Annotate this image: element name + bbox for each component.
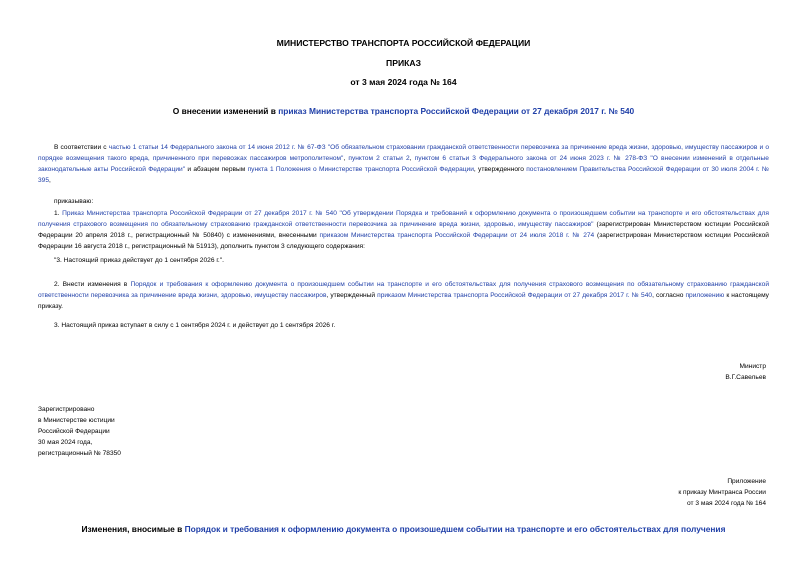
- item-3-paragraph: 3. Настоящий приказ вступает в силу с 1 сентября 2024 г. и действует до 1 сентября 2026 г.: [54, 322, 336, 329]
- changes-title: [0, 524, 807, 534]
- item1-text-2: (зарегистрирован Министерством юстиции Российской Федерации 20 апреля 2018 г., регистрационный № 50840) с изменениями, внесенными: [38, 221, 769, 239]
- signature-position: Министр: [739, 363, 766, 370]
- appendix-line: к приказу Минтранса России: [678, 489, 766, 496]
- changes-title-link[interactable]: Порядок и требования к оформлению документа о произошедшем событии на транспорте и его обстоятельствах для получения: [184, 524, 726, 534]
- preamble-link-law[interactable]: частью 1 статьи 14 Федерального закона от 14 июня 2012 г. № 67-ФЗ "Об обязательном страховании гражданской ответственности перевозчика за причинение вреда жизни, здоровью, имуществу пассажиров и о порядке возмещения такого вреда, причиненного при перевозках пассажиров метрополитеном": [38, 144, 769, 162]
- ministry-heading: МИНИСТЕРСТВО ТРАНСПОРТА РОССИЙСКОЙ ФЕДЕРАЦИИ: [276, 38, 531, 48]
- document-title: [0, 106, 807, 116]
- signature-name: В.Г.Савельев: [725, 374, 766, 381]
- item1-text-3: (зарегистрирован Министерством юстиции Российской Федерации 16 августа 2018 г., регистрационный № 51913), дополнить пунктом 3 следующего содержания:: [38, 232, 769, 250]
- preamble-text-3: ,: [409, 155, 415, 162]
- item2-text-3: , согласно: [652, 292, 686, 299]
- preamble-link-resolution[interactable]: постановлением Правительства Российской Федерации от 30 июля 2004 г. № 395: [38, 166, 769, 184]
- preamble-link-law-278[interactable]: пунктом 6 статьи 3 Федерального закона от 24 июня 2023 г. № 278-ФЗ "О внесении изменений в отдельные законодательные акты Российской Федерации": [38, 155, 769, 173]
- item-2-paragraph: [38, 279, 769, 312]
- item-1-paragraph: [38, 208, 769, 252]
- title-link[interactable]: приказ Министерства транспорта Российской Федерации от 27 декабря 2017 г. № 540: [278, 106, 635, 116]
- item1-link-order540[interactable]: Приказ Министерства транспорта Российской Федерации от 27 декабря 2017 г. № 540 "Об утверждении Порядка и требований к оформлению документа о произошедшем событии на транспорте и его обстоятельствах для получения страхового возмещения по обязательному страхованию гражданской ответственности перевозчика за причинение вреда жизни, здоровью, имуществу пассажиров": [38, 210, 769, 228]
- preamble-text-6: ,: [49, 177, 51, 184]
- preamble-link-article2[interactable]: пунктом 2 статьи 2: [348, 155, 410, 162]
- preamble-text-2: ,: [343, 155, 349, 162]
- registration-line: 30 мая 2024 года,: [38, 439, 93, 446]
- item1-link-order274[interactable]: приказом Министерства транспорта Российской Федерации от 24 июля 2018 г. № 274: [319, 232, 595, 239]
- quote-paragraph: "3. Настоящий приказ действует до 1 сентября 2026 г.".: [54, 257, 224, 264]
- order-word: приказываю:: [54, 198, 94, 205]
- registration-line: Зарегистрировано: [38, 406, 95, 413]
- item2-text-1: 2. Внести изменения в: [54, 281, 131, 288]
- appendix-line: Приложение: [727, 478, 766, 485]
- preamble-paragraph: [38, 142, 769, 186]
- registration-block: [38, 404, 121, 459]
- appendix-line: от 3 мая 2024 года № 164: [686, 500, 766, 507]
- item2-text-4: к настоящему приказу.: [38, 292, 769, 310]
- preamble-text-1: В соответствии с: [54, 144, 109, 151]
- doc-type-heading: ПРИКАЗ: [386, 58, 421, 68]
- item1-text-1: 1.: [54, 210, 63, 217]
- preamble-text-5: , утвержденного: [473, 166, 527, 173]
- changes-title-prefix: Изменения, вносимые в: [81, 524, 185, 534]
- item2-link-order540[interactable]: приказом Министерства транспорта Российской Федерации от 27 декабря 2017 г. № 540: [377, 292, 653, 299]
- item2-text-2: , утвержденный: [326, 292, 378, 299]
- appendix-block: [678, 476, 766, 509]
- signature-block: [725, 361, 766, 383]
- item2-link-appendix[interactable]: приложению: [685, 292, 725, 299]
- registration-line: Российской Федерации: [38, 428, 110, 435]
- title-prefix: О внесении изменений в: [172, 106, 279, 116]
- doc-date-number: от 3 мая 2024 года № 164: [350, 77, 457, 87]
- registration-line: регистрационный № 78350: [38, 450, 121, 457]
- registration-line: в Министерстве юстиции: [38, 417, 115, 424]
- preamble-text-4: и абзацем первым: [185, 166, 248, 173]
- item2-link-procedure[interactable]: Порядок и требования к оформлению документа о произошедшем событии на транспорте и его обстоятельствах для получения страхового возмещения по обязательному страхованию гражданской ответственности перевозчика за причинение вреда жизни, здоровью, имуществу пассажиров: [38, 281, 769, 299]
- preamble-link-regulation[interactable]: пункта 1 Положения о Министерстве транспорта Российской Федерации: [247, 166, 474, 173]
